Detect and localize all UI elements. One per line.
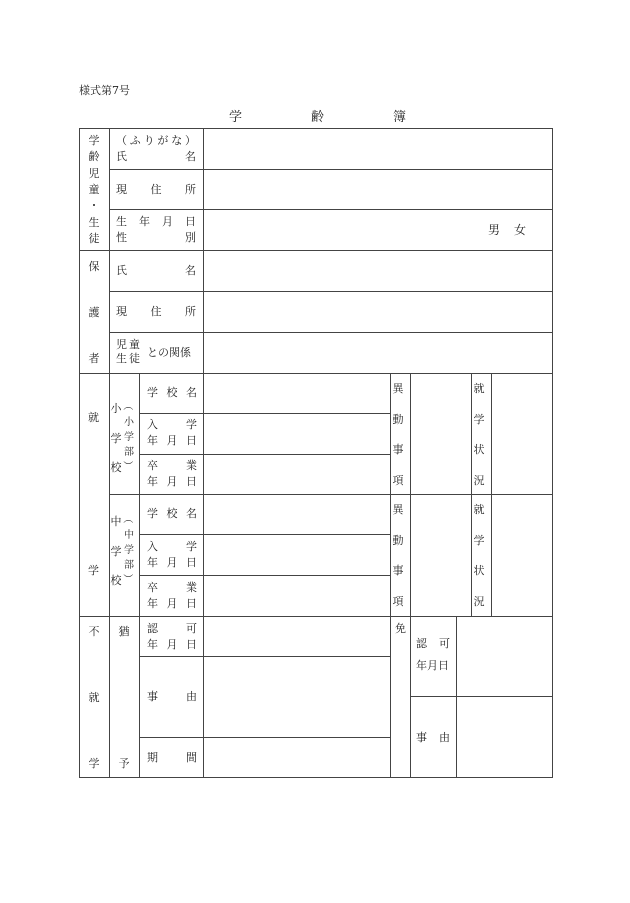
child-header-char: 童 [88, 182, 100, 196]
title-char-1: 学 [229, 110, 243, 125]
junior-grad-label: 卒 業 [147, 581, 197, 594]
furigana-label: （ ふ り が な ） [116, 134, 196, 147]
child-name-label: 氏 名 [116, 150, 196, 163]
elementary-entry-label: 入 学 [147, 418, 197, 431]
elementary-changes-label: 異 動 事 項 [392, 382, 404, 487]
postponement-header: 猶 予 [118, 625, 130, 770]
child-header-char: 児 [88, 166, 100, 180]
junior-grad-ymd: 年 月 日 [147, 597, 197, 610]
form-number: 様式第7号 [79, 84, 130, 97]
child-section-header [79, 132, 109, 246]
child-header-char: 生 [88, 215, 100, 229]
elementary-grad-ymd: 年 月 日 [147, 475, 197, 488]
guardian-section-header: 保 護 者 [88, 260, 100, 365]
non-enrollment-header: 不 就 学 [88, 625, 100, 770]
enrollment-header-char-1: 就 [88, 411, 99, 424]
enrollment-header-char-2: 学 [88, 564, 99, 577]
sex-option-female[interactable]: 女 [514, 223, 527, 237]
title-char-3: 簿 [393, 110, 407, 125]
postpone-period-label: 期 間 [147, 751, 197, 764]
exemption-ymd-label: 年月日 [416, 659, 449, 672]
junior-sublabel: （ 中 学 部 ） [121, 513, 134, 584]
exemption-header: 免 [395, 622, 406, 635]
junior-label: 中 学 校 [110, 515, 122, 587]
exemption-approval-label: 認 可 [416, 637, 450, 650]
sex-label: 性 別 [116, 231, 196, 244]
child-header-char: ・ [88, 199, 100, 213]
junior-changes-label: 異 動 事 項 [392, 503, 404, 608]
guardian-address-label: 現 住 所 [116, 305, 196, 318]
relation-prefix: 児童 生徒 [116, 338, 142, 365]
elementary-label: 小 学 校 [110, 402, 122, 474]
postpone-approval-ymd: 年 月 日 [147, 638, 197, 651]
birthdate-label: 生 年 月 日 [116, 215, 196, 228]
postpone-reason-label: 事 由 [147, 690, 197, 703]
child-header-char: 徒 [88, 231, 100, 245]
child-header-char: 齢 [88, 150, 100, 164]
junior-entry-ymd: 年 月 日 [147, 556, 197, 569]
exemption-reason-label: 事 由 [416, 731, 450, 744]
child-header-char: 学 [88, 134, 100, 147]
sex-option-male[interactable]: 男 [488, 223, 501, 237]
guardian-name-label: 氏 名 [116, 264, 196, 277]
school-age-register-table [79, 128, 553, 778]
junior-school-name-label: 学 校 名 [147, 507, 197, 520]
junior-status-label: 就 学 状 況 [473, 503, 485, 608]
elementary-school-name-label: 学 校 名 [147, 386, 197, 399]
postpone-approval-label: 認 可 [147, 622, 197, 635]
elementary-status-label: 就 学 状 況 [473, 382, 485, 487]
title-char-2: 齢 [311, 110, 325, 125]
relation-suffix: との関係 [147, 346, 191, 359]
elementary-entry-ymd: 年 月 日 [147, 434, 197, 447]
junior-entry-label: 入 学 [147, 540, 197, 553]
elementary-sublabel: （ 小 学 部 ） [121, 400, 134, 471]
child-address-label: 現 住 所 [116, 183, 196, 196]
elementary-grad-label: 卒 業 [147, 459, 197, 472]
